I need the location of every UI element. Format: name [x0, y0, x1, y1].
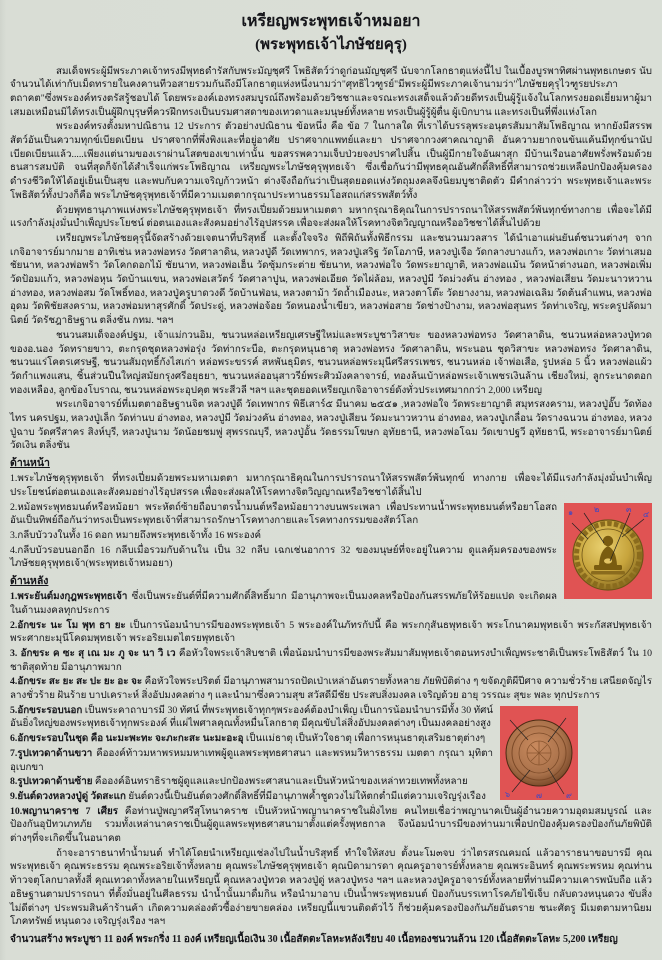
page-title: เหรียญพระพุทธเจ้าหมอยา [241, 13, 421, 30]
back-item-7-lead: 7.รูปเทวดาด้านขวา [10, 747, 93, 759]
front-coin-mark-1: ๑ [568, 507, 574, 517]
back-side-heading: ด้านหลัง [10, 576, 49, 588]
back-item-9-text: ยันต์ดวงนี้เป็นยันต์ดวงศักดิ์สิทธิ์ที่มีอานุภาพค้ำชูดวงไม่ให้ตกต่ำมีแต่ความเจริญรุ่งเรือง [128, 790, 486, 802]
mintage-line: จำนวนสร้าง พระบูชา 11 องค์ พระกริ่ง 11 องค์ เหรียญเนื้อเงิน 30 เนื้อสัตตะโลหะหลังเรียบ 40 เนื้อทองชนวนล้วน 120 เนื้อสัตตะโลหะ 5,200 เหรียญ [10, 933, 618, 945]
back-item-5-lead: 5.อักขระรอบนอก [10, 704, 83, 716]
front-side-heading: ด้านหน้า [10, 458, 50, 470]
front-coin-mark-2: ๒ [594, 504, 600, 514]
back-item-2-lead: 2.อักขระ นะ โม พุท ธา ยะ [10, 619, 126, 631]
front-item-1: 1.พระไภษัชคุรุพุทธเจ้า ที่ทรงเปี่ยมด้วยพระมหาเมตตา มหากรุณาธิคุณในการปรารถนาให้สรรพสัตว์พ้นทุกข์ ทางกาย เพื่อจะได้มีแรงกำลังมุ่งมั่นบำเพ็ญประโยชน์ต่อตนเองและสังคมอย่างไร้อุปสรรค เพื่อจะส่งผลให้โรคทางจิตวิญญาณหรือวิชชาได้สิ้นไป [10, 473, 652, 498]
back-item-9-lead: 9.ยันต์ดวงหลวงปู่ดู่ วัดสะแก [10, 790, 126, 802]
amulet-front-photo [564, 503, 652, 599]
back-coin-mark-2: ๗ [536, 790, 543, 800]
front-coin-mark-3: ๓ [626, 504, 632, 514]
back-item-4-lead: 4.อักขระ สะ ยะ สะ ปะ ยะ อะ จะ [10, 676, 143, 688]
front-item-3: 3.กลีบบัววงในทั้ง 16 ดอก หมายถึงพระพุทธเจ้าทั้ง 16 พระองค์ [10, 530, 262, 541]
back-item-2 [10, 619, 652, 646]
front-coin-mark-4: ๔ [643, 509, 650, 519]
amulet-front-illustration [564, 503, 652, 599]
materials-paragraph: เหรียญพระไภษัชยคุรุนี้จัดสร้างด้วยเจตนาที่บริสุทธิ์ และตั้งใจจริง พิถีพิถันทั้งพิธีกรรม และชนวนมวลสาร ได้นำเอาแผ่นยันต์ชนวนต่างๆ จากเกจิอาจารย์มากมาย อาทิเช่น หลวงพ่อทรง วัดศาลาดิน, หลวงปู่ดี วัดเทพากร, หลวงปู่เสริฐ วัดโอภาษี, หลวงปู่เจือ วัดกลางบางแก้ว, หลวงพ่อเกาะ วัดท่าเสมอ ชัยนาท, หลวงพ่อพร้า วัดโคกดอกไม้ ชัยนาท, หลวงพ่อเฮ็น วัดซุ้มกระต่าย ชัยนาท, หลวงพ่อใจ วัดพระยาญาติ, หลวงพ่อแม้น วัดหน้าต่างนอก, หลวงพ่อเพิ่ม วัดป้อมแก้ว, หลวงพ่อหุน วัดบ้านแขน, หลวงพ่อเสวัตร์ วัดศาลาปูน, หลวงพ่อเอียด วัดไผ่ล้อม, หลวงปู่มี วัดม่วงคัน อ่างทอง , หลวงพ่อเสียน วัดมะนาวหวาน อ่างทอง, หลวงพ่อสม วัดโพธิ์ทอง, หลวงปู่ครูบาดวงดี วัดบ้านฟ่อน, หลวงตาม้า วัดถ้ำเมืองนะ, หลวงตาโต๊ะ วัดยางงาม, หลวงพ่อเฉลิม วัดต้นลำแพน, หลวงพ่ออุดม วัดพิชัยสงคราม, หลวงพ่อมหาสุรศักดิ์ วัดประดู่, หลวงพ่อจ้อย วัดหนองน้ำเขียว, หลวงพ่อสาย วัดช่างป้างาม, หลวงพ่อสุนทร วัดท่าเจริญ, พระครูปลัดมานิตย์ วัดรัชฎาธิษฐาน ตลิ่งชัน กทม. ฯลฯ [10, 232, 652, 327]
back-item-10 [10, 805, 652, 846]
monks-paragraph: พระเกจิอาจารย์ที่เมตตาอธิษฐานจิต หลวงปู่ดี วัดเทพากร พิธีเสาร์๕ มีนาคม ๒๕๕๑ ,หลวงพ่อใจ วัดพระยาญาติ สมุทรสงคราม, หลวงปู่อั๊บ วัดท้องไทร นครปฐม, หลวงปู่เล็ก วัดท่านบ อ่างทอง, หลวงปู่มี วัดม่วงคัน อ่างทอง, หลวงปู่เสียน วัดมะนาวหวาน อ่างทอง, หลวงปู่เกลื่อน วัดรางฉนวน อ่างทอง, หลวงปู่ฉาบ วัดศรีสาคร สิงห์บุรี, หลวงปู่นาม วัดน้อยชมพู่ สุพรรณบุรี, หลวงปู่อั้น วัดธรรมโฆษก อุทัยธานี, หลวงพ่อโฉม วัดเขาปฐวี อุทัยธานี, พระอาจารย์มานิตย์ วัดเงิน ตลิ่งชัน [10, 399, 652, 452]
back-item-8-text: คือองค์อินทราธิราชผู้ดูแลและปกป้องพระศาสนาและเป็นหัวหน้าของเหล่าทวยเทพทั้งหลาย [94, 776, 468, 788]
usage-paragraph: ถ้าจะอาราธนาทำน้ำมนต์ ทำได้โดยนำเหรียญแช่ลงไปในน้ำบริสุทธิ์ ทำใจให้สงบ ตั้งนะโม๓จบ ว่าไตรสรณคมณ์ แล้วอาราธนาขอบารมี คุณพระพุทธเจ้า คุณพระธรรม คุณพระอริยเจ้าทั้งหลาย คุณพระไภษัชคุรุพุทธเจ้า คุณบิดามารดา คุณครูอาจารย์ทั้งหลาย คุณพระอินทร์ คุณพระพรหม คุณท่านท้าวจตุโลกบาลทั้งสี่ คุณเทวดาทั้งหลายในเหรียญนี้ คุณหลวงปู่ทวด หลวงปู่ดู่ หลวงปู่ทรง ฯลฯ และหลวงปู่ครูอาจารย์ทั้งหลายที่ท่านมีความเคารพนับถือ แล้วอธิษฐานตามปรารถนา ที่ตั้งมั่นอยู่ในศีลธรรม นำน้ำนั้นมาดื่มกิน หรือนำมาอาบ เป็นน้ำพระพุทธมนต์ ป้องกันบรรเทาโรคภัยไข้เจ็บ กลับดวงหนุนดวง ขับสิ่งไม่ดีต่างๆ ประพรมสินค้าร้านค้า เกิดความคล่องตัวซื้อง่ายขายคล่อง เหรียญนี้แขวนติดตัวไว้ ก็ช่วยคุ้มครองป้องกันภัยอันตราย ชนะศัตรู มีเมตตามหานิยม โภคทรัพย์ หนุนดวง เจริญรุ่งเรือง ฯลฯ [10, 847, 652, 928]
back-item-4 [10, 675, 652, 702]
amulet-back-photo [500, 706, 578, 800]
back-item-8-lead: 8.รูปเทวดาด้านซ้าย [10, 776, 93, 788]
chanuan-paragraph: ชนวนสมเด็จองค์ปฐม, เจ้าแม่กวนอิม, ชนวนหล่อเหรียญเศรษฐีใหม่และพระบูชาวิสาขะ ของหลวงพ่อทรง วัดศาลาดิน, ชนวนหล่อหลวงปู่ทวด ของอ.นอง วัดทรายขาว, ตะกรุดชุดหลวงพ่อรุ่ง วัดท่ากระบือ, ตะกรุดหนุนธาตุ หลวงพ่อทรง วัดศาลาดิน, พระนอน ชุดวิสาขะ หลวงพ่อทรง วัดศาลาดิน, ชนวนแร่โคตรเศรษฐี, ชนวนสัมฤทธิ์กังไสเก่า หล่อพระขรรค์ สหพันธุมิตร, ชนวนหล่อพระมุนีศรีสรรเพชร, ชนวนหล่อ เจ้าพ่อเสือ, รูปหล่อ 5 นิ้ว หลวงพ่อแผ้ว วัดกำแพงแสน, ชิ้นส่วนปืนใหญ่สมัยกรุงศรีอยุธยา, ชนวนหล่ออนุสาวรีย์พระศิวมังคลาจารย์, ทองล้นเบ้าหล่อพระเจ้าเพชรเงินล้าน เชียงใหม่, ลูกระนาดตอกทองเหลือง, ลูกข้องโบราณ, ชนวนหล่อพระอุปคุต พระสีวลี ฯลฯ และชุดยอดเหรียญเกจิอาจารย์ดังทั่วประเทศมากกว่า 2,000 เหรียญ [10, 329, 652, 396]
back-coin-mark-1: ๖ [505, 789, 511, 799]
front-item-4: 4.กลีบบัวรอบนอกอีก 16 กลีบเมื่อรวมกับด้านใน เป็น 32 กลีบ เฉกเช่นอาการ 32 ของมนุษย์ที่จะอยู่ในความ ดูแลคุ้มครองของพระไภษัชยคุรุพุทธเจ้า(พระพุทธเจ้าหมอยา) [10, 544, 557, 570]
back-item-3-text: คือหัวใจพระเจ้าสิบชาติ เพื่อน้อมนำบารมีของพระสัมมาสัมพุทธเจ้าตอนทรงบำเพ็ญพระชาติเป็นพระโพธิสัตว์ ใน 10 ชาติสุดท้าย มีอานุภาพมาก [10, 647, 652, 673]
back-item-3 [10, 647, 652, 674]
back-item-6-lead: 6.อักขระรอบในชุด คือ นะมะพะทะ จะภะกะสะ นะมะอะอุ [10, 733, 244, 745]
blessing-paragraph: ด้วยพุทธานุภาพแห่งพระไภษัชคุรุพุทธเจ้า ที่ทรงเปี่ยมด้วยมหาเมตตา มหากรุณาธิคุณในการปรารถนาให้สรรพสัตว์พ้นทุกข์ทางกาย เพื่อจะได้มีแรงกำลังมุ่งมั่นบำเพ็ญประโยชน์ ต่อตนเองและสังคมอย่างไร้อุปสรรค เพื่อจะส่งผลให้โรคทางจิตวิญญาณหรืออวิชชาได้สิ้นไปด้วย [10, 204, 652, 230]
front-item-2: 2.หม้อพระพุทธมนต์หรือหม้อยา พระหัตถ์ซ้ายถือบาตรน้ำมนต์หรือหม้อยาวางบนพระเพลา เพื่อประทานน้ำพระพุทธมนต์หรือยาโอสถอันเป็นทิพย์ถือกันว่าทรงเป็นพระพุทธเจ้าที่สามารถรักษาโรคทางกายและโรคทางกรรมของสัตว์โลก [10, 501, 557, 527]
back-item-3-lead: 3. อักขระ ค ซะ สุ เณ มะ ภู จะ นา วิ เว [10, 647, 176, 659]
back-item-10-lead: 10.พญานาคราช 7 เศียร [10, 805, 118, 817]
back-item-1 [10, 590, 652, 617]
back-item-1-lead: 1.พระยันต์มงกุฎพระพุทธเจ้า [10, 591, 128, 603]
page-subtitle: (พระพุทธเจ้าไภษัชยคุรุ) [255, 37, 407, 53]
back-item-4-text: คือหัวใจพระปริตต์ มีอานุภาพสามารถปัดเป่าเหล่าอันตรายทั้งหลาย ภัยพิบัติต่าง ๆ ขจัดภูติผีปีศาจ ความชั่วร้าย เสนียดจัญไร ลางชั่วร้าย ฝันร้าย บาปเคราะห์ สิ่งอัปมงคลต่าง ๆ และนำมาซึ่งความสุข สวัสดีมีชัย ประสบสิ่งมงคล เจริญด้วย อายุ วรรณะ สุขะ พละ ทุกประการ [10, 676, 652, 702]
vows-paragraph: พระองค์ทรงตั้งมหาปณิธาน 12 ประการ ตัวอย่างปณิธาน ข้อหนึ่ง คือ ข้อ 7 ในกาลใด ที่เราได้บรรลุพระอนุตรสัมมาสัมโพธิญาณ หากยังมีสรรพสัตว์อันเป็นความทุกข์เบียดเบียน ปราศจากที่พึ่งพิงและที่อยู่อาศัย ปราศจากแพทย์และยา ปราศจากวงศาคณาญาติ อันความยากจนข้นแค้นมีทุกข์นานัปเบียดเบียนแล้ว.....เพียงแต่นามของเราผ่านโสตของเขาเท่านั้น ขอสรรพความเจ็บป่วยจงปราศไปสิ้น เป็นผู้มีกายใจอันผาสุก มีบ้านเรือนอาศัยพรั่งพร้อมด้วยธนสารสมบัติ จนที่สุดก็จักได้สำเร็จแก่พระโพธิญาณ เหรียญพระไภษัชคุรุพุทธเจ้า ซึ่งเชื่อกันว่ามีพุทธคุณอันศักดิ์สิทธิ์ที่สามารถช่วยเหลือปกป้องคุ้มครอง ดำรงชีวิตให้ได้อยู่เย็นเป็นสุข และพบกับความเจริญก้าวหน้า ต่างจึงถือกันว่าเป็นสุดยอดแห่งวัตถุมงคลจึงนิยมบูชาติดตัว มีคำกล่าวว่า พระพุทธเจ้าและพระโพธิสัตว์ทั้งปวงก็คือ พระไภษัชคุรุพุทธเจ้าที่มีความเมตตากรุณาประทานธรรมโอสถแก่สรรพสัตว์ทั้ง [10, 121, 652, 201]
back-item-6-text: เป็นแม่ธาตุ เป็นหัวใจธาตุ เพื่อการหนุนธาตุเสริมธาตุต่างๆ [245, 733, 486, 745]
amulet-back-illustration [500, 706, 578, 800]
intro-paragraph: สมเด็จพระผู้มีพระภาคเจ้าทรงมีพุทธดำรัสกับพระมัญชุศรี โพธิสัตว์ว่าดูก่อนมัญชุศรี นับจากโลกธาตุแห่งนี้ไป ในเบื้องบูรพาทิศผ่านพุทธเกษตร นับจำนวนได้เท่ากับเม็ดทรายในคงคานทีวอสายรวมกันถึงมีโลกธาตุแห่งหนึ่งนามว่า"ศุทธิไวฑูรย์"มีพระผู้มีพระภาคเจ้านามว่า"ไภษัชยคุรุไวฑูรยประภาตถาคต"ซึ่งพระองค์ทรงตรัสรู้ชอบได้ โดยพระองค์เองทรงสมบูรณ์ถึงพร้อมด้วยวิชชาและจรณะทรงเสด็จแล้วด้วยดีทรงเป็นผู้รู้แจ้งในโลกทรงยอดเยี่ยมหาผู้มาเสมอเหมือนมิได้ทรงเป็นผู้ฝึกบุรุษที่ควรฝึกทรงเป็นบรมศาสดาของเทวดาและมนุษย์ทั้งหลาย ทรงเป็นผู้รู้ผู้ตื่น ผู้เบิกบาน และทรงเป็นที่พึ่งแห่งโลก [10, 65, 652, 118]
back-item-10-text: คือท่านปู่พญาศรีสุโทนาคราช เป็นหัวหน้าพญานาคราชในฝั่งไทย คนไทยเชื่อว่าพญานาคเป็นผู้อำนวยความอุดมสมบูรณ์ และป้องกันอุปัทวเภทภัย รวมทั้งเหล่านาคราชเป็นผู้ดูแลพระพุทธศาสนามาตั้งแต่ครั้งพุทธกาล จึงน้อมนำบารมีของท่านมาเพื่อปกป้องคุ้มครองป้องกันภัยพิบัติ ต่างๆที่จะเกิดขึ้นในอนาคต [10, 805, 652, 845]
back-coin-mark-3: ๙ [566, 790, 572, 800]
back-item-2-text: เป็นการน้อมนำบารมีของพระพุทธเจ้า 5 พระองค์ในภัทรกัปนี้ คือ พระกกุสันธพุทธเจ้า พระโกนาคมพุทธเจ้า พระกัสสปพุทธเจ้า พระศากยะมุนีโคดมพุทธเจ้า พระอริยเมตไตรยพุทธเจ้า [10, 619, 652, 645]
back-item-1-text: ซึ่งเป็นพระยันต์ที่มีความศักดิ์สิทธิ์มาก มีอานุภาพจะเป็นมงคลหรือป้องกันสรรพภัยให้ร้อยแปด จะเกิดผลในด้านมงคลทุกประการ [10, 591, 557, 616]
back-item-7-text: คือองค์ท้าวมหาพรหมมหาเทพผู้ดูแลพระพุทธศาสนา และพรหมวิหารธรรม เมตตา กรุณา มุทิตา อุเบกขา [10, 747, 493, 773]
back-item-5-text: เป็นพระคาถาบารมี 30 ทัศน์ ที่พระพุทธเจ้าทุกๆพระองค์ต้องบำเพ็ญ เป็นการน้อมนำบารมีทั้ง 30 ทัศน์อันยิ่งใหญ่ของพระพุทธเจ้าทุกพระองค์ ที่แผ่ไพศาลคุณทั้งหมื่นโลกธาตุ มีคุณขับไล่สิ่งอัปมงคลต่างๆ เป็นมงคลอย่างสูง [10, 704, 493, 730]
